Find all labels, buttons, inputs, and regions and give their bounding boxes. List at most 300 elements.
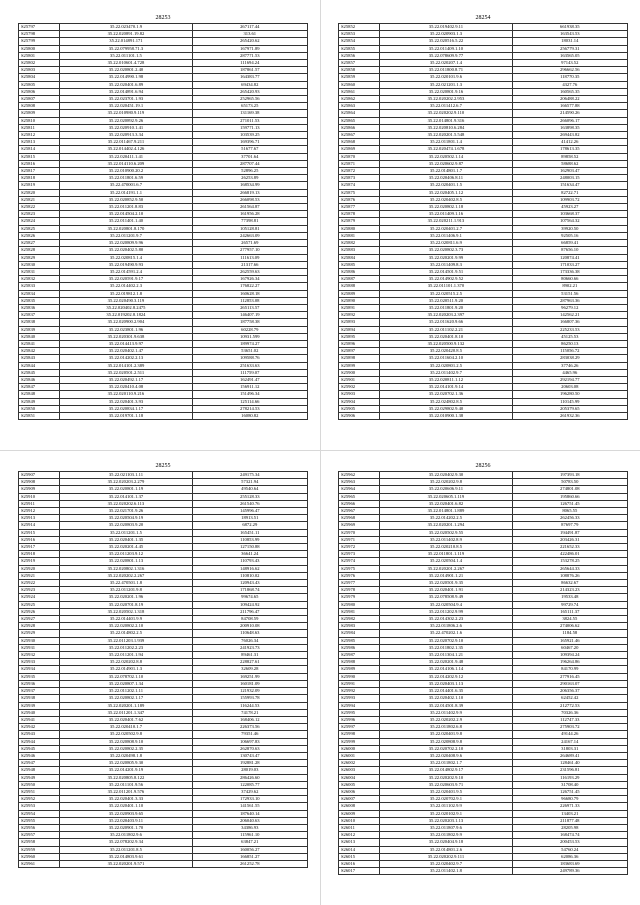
serial-number-cell: 35.22.011202.1.11 [60,688,192,695]
value-cell: 4327.76 [512,81,627,88]
row-id-cell: S25958 [19,839,60,846]
table-row [339,659,628,666]
table-row [339,666,628,673]
value-cell: 163898.35 [512,124,627,131]
row-id-cell: S25878 [339,211,380,218]
table-row [339,580,628,587]
row-id-cell: S25831 [19,268,60,275]
serial-number-cell: 35.22.020852.9.50 [60,196,192,203]
row-id-cell: S25983 [339,623,380,630]
value-cell: 45125.53 [512,333,627,340]
row-id-cell: S25803 [19,67,60,74]
value-cell: 290163.07 [512,680,627,687]
row-id-cell: S25858 [339,67,380,74]
value-cell: 173336.38 [512,268,627,275]
table-row [19,204,308,211]
serial-number-cell: 35.22.020201.4.45 [60,544,192,551]
value-cell: 163565.05 [512,52,627,59]
table-row [19,31,308,38]
serial-number-cell: 35.22.011409.1.16 [380,211,512,218]
value-cell: 96680.79 [512,796,627,803]
serial-number-cell: 35.22.014501.8.39 [380,702,512,709]
serial-number-cell: 35.22.020410.4.08 [60,384,192,391]
document-page [338,14,628,420]
value-cell: 283038.29 [512,355,627,362]
value-cell: 271011.53 [192,117,307,124]
table-row [339,846,628,853]
row-id-cell: S25898 [339,355,380,362]
row-id-cell: S25979 [339,594,380,601]
table-row [19,839,308,846]
serial-number-cell: 35.22.020401.3.93 [60,398,192,405]
serial-number-cell: 35.22.011802.6.8 [380,724,512,731]
value-cell: 265420.93 [192,88,307,95]
serial-number-cell: 35.22.020500.9.132 [380,340,512,347]
value-cell: 151634.47 [512,182,627,189]
serial-number-cell: 35.22.011409.1.10 [380,45,512,52]
value-cell: 162491.47 [192,376,307,383]
serial-number-cell: 35.22.020110.9.216 [60,391,192,398]
row-id-cell: S25811 [19,124,60,131]
table-row [19,486,308,493]
serial-number-cell: 35.22.011802.9.6 [60,832,192,839]
serial-number-cell: 35.22.011802.1.7 [380,760,512,767]
table-row [19,218,308,225]
row-id-cell: S25952 [19,796,60,803]
row-id-cell: S25980 [339,601,380,608]
row-id-cell: S25890 [339,297,380,304]
row-id-cell: S25896 [339,340,380,347]
value-cell: 92505.16 [512,232,627,239]
table-row [339,472,628,479]
row-id-cell: S25823 [19,211,60,218]
row-id-cell: S25881 [339,232,380,239]
serial-number-cell: 35.22.014101.2.389 [60,362,192,369]
value-cell: 105128.81 [192,225,307,232]
row-id-cell: S25895 [339,333,380,340]
serial-number-cell: 35.22.020801.8.170 [60,225,192,232]
row-id-cell: S25951 [19,788,60,795]
row-id-cell: S25807 [19,96,60,103]
value-cell: 18913.51 [192,515,307,522]
table-row [19,608,308,615]
table-row [339,500,628,507]
row-id-cell: S25864 [339,110,380,117]
table-row [339,608,628,615]
serial-number-cell: 35.22.011203.9.12 [60,551,192,558]
value-cell: 109424.92 [192,601,307,608]
serial-number-cell: 35.22.020203.1.13 [380,817,512,824]
table-row [19,268,308,275]
table-row [19,319,308,326]
value-cell: 111694.24 [192,60,307,67]
value-cell: 169251.99 [192,673,307,680]
table-row [19,760,308,767]
table-row [339,702,628,709]
serial-number-cell: 35.22.014990.1.98 [60,74,192,81]
row-id-cell: S25984 [339,630,380,637]
value-cell: 162903.47 [512,168,627,175]
table-row [19,146,308,153]
value-cell: 262559.63 [192,268,307,275]
table-row [339,688,628,695]
table-row [19,529,308,536]
serial-number-cell: 35.22.020802.2.35 [60,745,192,752]
value-cell: 248003.15 [512,175,627,182]
value-cell: 10931.599 [192,333,307,340]
serial-number-cell: 35.22.470501.1.8 [60,580,192,587]
table-row [19,45,308,52]
row-id-cell: S25956 [19,824,60,831]
value-cell: 187758.38 [192,319,307,326]
serial-number-cell: 35.22.024802.8.5 [380,398,512,405]
serial-number-cell: 35.22.014801.2.6 [380,846,512,853]
row-id-cell: S25919 [19,558,60,565]
row-id-cell: S25841 [19,340,60,347]
serial-number-cell: 35.22.014902.9.52 [380,276,512,283]
table-row [19,81,308,88]
value-cell: 60467.20 [512,644,627,651]
serial-number-cell: 35.22.014801.9.316 [380,117,512,124]
table-row [339,326,628,333]
value-cell: 13403.21 [512,810,627,817]
document-page [338,462,628,875]
row-id-cell: S26001 [339,752,380,759]
table-row [339,868,628,875]
serial-number-cell: 35.22.019490.9.93 [60,261,192,268]
table-row [19,333,308,340]
table-row [19,196,308,203]
table-row [339,832,628,839]
serial-number-cell: 35.22.011201.9.8 [60,587,192,594]
table-row [19,304,308,311]
value-cell: 79351.46 [192,731,307,738]
table-row [19,117,308,124]
row-id-cell: S25857 [339,60,380,67]
table-row [339,45,628,52]
serial-number-cell: 35.22.020405.1.12 [380,189,512,196]
serial-number-cell: 35.22.011201.1.94 [60,652,192,659]
serial-number-cell: 35.22.011202.2.23 [60,644,192,651]
row-id-cell: S25874 [339,182,380,189]
table-row [19,412,308,419]
value-cell: 115961.10 [192,832,307,839]
serial-number-cell: 35.22.020402.8.2475 [60,304,192,311]
value-cell: 176822.27 [192,283,307,290]
value-cell: 206488.22 [512,96,627,103]
serial-number-cell: 35.22.020401.8.10 [380,333,512,340]
row-id-cell: S25838 [19,319,60,326]
table-row [19,738,308,745]
table-row [19,774,308,781]
table-row [19,283,308,290]
value-cell: 206040.63 [192,817,307,824]
serial-number-cell: 35.22.021201.1.3 [380,81,512,88]
row-id-cell: S25853 [339,31,380,38]
table-row [339,767,628,774]
row-id-cell: S25905 [339,405,380,412]
value-cell: 178613.35 [512,146,627,153]
serial-number-cell: 35.22.020202.9.10 [380,774,512,781]
table-row [339,88,628,95]
value-cell: 54760.24 [512,846,627,853]
serial-number-cell: 35.22.020402.1.47 [60,348,192,355]
row-id-cell: S25945 [19,745,60,752]
row-id-cell: S25854 [339,38,380,45]
table-row [339,319,628,326]
page-divider-horizontal [0,450,640,451]
row-id-cell: S25855 [339,45,380,52]
table-row [339,225,628,232]
row-id-cell: S25947 [19,760,60,767]
serial-number-cell: 35.22.014504.2.10 [60,211,192,218]
row-id-cell: S25985 [339,637,380,644]
table-row [19,702,308,709]
row-id-cell: S25848 [19,391,60,398]
table-row [19,796,308,803]
value-cell: 96279.12 [512,304,627,311]
value-cell: 21317.66 [192,261,307,268]
table-row [339,817,628,824]
value-cell: 225233.53 [512,326,627,333]
row-id-cell: S25877 [339,204,380,211]
table-row [19,254,308,261]
row-id-cell: S25815 [19,153,60,160]
row-id-cell: S26013 [339,839,380,846]
value-cell: 89858.52 [512,153,627,160]
table-row [19,551,308,558]
serial-number-cell: 35.22.014202.2.5 [380,515,512,522]
row-id-cell: S25892 [339,312,380,319]
row-id-cell: S25828 [19,247,60,254]
row-id-cell: S25849 [19,398,60,405]
serial-number-cell: 35.22.020892.9.26 [60,117,192,124]
serial-number-cell: 35.22.011203.1.939 [60,637,192,644]
value-cell: 20603.08 [512,384,627,391]
row-id-cell: S25998 [339,731,380,738]
row-id-cell: S25876 [339,196,380,203]
value-cell: 89461.31 [192,652,307,659]
value-cell: 262870.63 [192,745,307,752]
table-row [19,153,308,160]
row-id-cell: S25818 [19,175,60,182]
table-row [339,391,628,398]
value-cell: 28019.03 [192,767,307,774]
table-row [19,52,308,59]
row-id-cell: S25843 [19,355,60,362]
serial-number-cell: 35.22.020702.1.36 [380,391,512,398]
value-cell: 80660.66 [512,276,627,283]
serial-number-cell: 35.22.014802.2.5 [60,630,192,637]
value-cell: 228827.61 [192,659,307,666]
value-cell: 203426.31 [512,536,627,543]
serial-number-cell: 35.22.014901.1.3 [60,666,192,673]
serial-number-cell: 35.22.020301.9.638 [60,333,192,340]
row-id-cell: S25950 [19,781,60,788]
value-cell: 31803.31 [512,745,627,752]
value-cell: 32609.28 [192,666,307,673]
row-id-cell: S25827 [19,240,60,247]
row-id-cell: S25926 [19,608,60,615]
serial-number-cell: 35.22.010900.20.2 [60,168,192,175]
value-cell: 26253.89 [192,175,307,182]
value-cell: 109588.76 [192,355,307,362]
row-id-cell: S25860 [339,81,380,88]
table-row [339,774,628,781]
row-id-cell: S25942 [19,724,60,731]
table-row [339,796,628,803]
row-id-cell: S25902 [339,384,380,391]
row-id-cell: S25997 [339,724,380,731]
table-row [19,515,308,522]
value-cell: 3824.55 [512,616,627,623]
table-row [19,544,308,551]
table-row [339,182,628,189]
table-row [19,168,308,175]
serial-number-cell: 35.22.020401.6.89 [60,81,192,88]
serial-number-cell: 35.22.020207.1.4 [380,60,512,67]
row-id-cell: S25911 [19,500,60,507]
table-row [19,348,308,355]
serial-number-cell: 35.22.020401.1.5 [380,182,512,189]
row-id-cell: S26015 [339,853,380,860]
data-table [338,471,628,875]
row-id-cell: S25840 [19,333,60,340]
serial-number-cell: 35.22.010900.1.38 [380,412,512,419]
table-row [339,340,628,347]
row-id-cell: S26010 [339,817,380,824]
serial-number-cell: 35.22.020402.9.30 [380,472,512,479]
serial-number-cell: 35.22.020802.3.73 [380,247,512,254]
serial-number-cell: 35.22.011101.1.370 [380,283,512,290]
serial-number-cell: 35.22.020201.1.189 [60,702,192,709]
row-id-cell: S25889 [339,290,380,297]
value-cell: 49144.26 [512,731,627,738]
serial-number-cell: 35.22.020202.2.9 [380,716,512,723]
table-row [339,384,628,391]
row-id-cell: S25842 [19,348,60,355]
row-id-cell: S26006 [339,788,380,795]
value-cell: 168406.12 [192,716,307,723]
serial-number-cell: 35.22.020401.1.35 [60,536,192,543]
table-row [19,88,308,95]
row-id-cell: S25804 [19,74,60,81]
row-id-cell: S25965 [339,493,380,500]
serial-number-cell: 35.22.020101.9.6 [380,74,512,81]
value-cell: 165451.11 [192,529,307,536]
row-id-cell: S25868 [339,139,380,146]
serial-number-cell: 35.22.020504.9.19 [60,515,192,522]
row-id-cell: S25993 [339,695,380,702]
serial-number-cell: 35.22.020805.8.122 [60,774,192,781]
table-row [339,558,628,565]
row-id-cell: S25862 [339,96,380,103]
serial-number-cell: 35.22.011101.1.5 [60,52,192,59]
serial-number-cell: 35.22.014106.1.14 [380,666,512,673]
row-id-cell: S25879 [339,218,380,225]
table-row [19,752,308,759]
table-row [339,268,628,275]
serial-number-cell: 35.22.020805.9.30 [60,760,192,767]
table-row [339,362,628,369]
row-id-cell: S25845 [19,369,60,376]
value-cell: 110793.43 [192,558,307,565]
row-id-cell: S25820 [19,189,60,196]
table-row [339,52,628,59]
row-id-cell: S25846 [19,376,60,383]
row-id-cell: S25899 [339,362,380,369]
table-row [339,283,628,290]
row-id-cell: S25910 [19,493,60,500]
serial-number-cell: 35.22.014901.1.21 [380,572,512,579]
value-cell: 36641.24 [192,551,307,558]
value-cell: 183683.69 [512,860,627,867]
value-cell: 249175.34 [192,472,307,479]
serial-number-cell: 35.22.020451.19.1 [60,103,192,110]
serial-number-cell: 35.22.011101.9.56 [60,781,192,788]
value-cell: 189974.27 [192,340,307,347]
table-row [339,348,628,355]
serial-number-cell: 35.22.020504.1.4 [380,558,512,565]
serial-number-cell: 35.22.020807.1.34 [60,680,192,687]
serial-number-cell: 35.22.020903.1.3 [380,31,512,38]
value-cell: 130743.47 [192,752,307,759]
row-id-cell: S25850 [19,405,60,412]
table-row [19,810,308,817]
serial-number-cell: 35.22.020401.9.8 [380,731,512,738]
serial-number-cell: 35.22.014801.1.7 [380,168,512,175]
row-id-cell: S25884 [339,254,380,261]
serial-number-cell: 35.22.020202.2.953 [380,96,512,103]
row-id-cell: S25977 [339,580,380,587]
row-id-cell: S25871 [339,160,380,167]
value-cell: 65173.25 [192,103,307,110]
table-row [19,398,308,405]
row-id-cell: S25837 [19,312,60,319]
serial-number-cell: 35.22.011801.1.4 [380,139,512,146]
row-id-cell: S25941 [19,716,60,723]
serial-number-cell: 35.22.020900.2.904 [60,319,192,326]
table-row [19,326,308,333]
serial-number-cell: 35.22.014191.1.1 [60,189,192,196]
row-id-cell: S25829 [19,254,60,261]
table-row [19,182,308,189]
table-row [339,189,628,196]
serial-number-cell: 35.22.011402.1.8 [380,868,512,875]
serial-number-cell: 35.22.020410.1.7 [60,724,192,731]
value-cell: 156911.12 [192,384,307,391]
serial-number-cell: 35.22.020403.9.11 [60,817,192,824]
value-cell: 231596.81 [512,767,627,774]
serial-number-cell: 35.22.020401.9.5 [380,788,512,795]
serial-number-cell: 35.22.020404.9.18 [380,839,512,846]
row-id-cell: S25981 [339,608,380,615]
table-row [339,74,628,81]
serial-number-cell: 35.22.010601.4.728 [60,60,192,67]
table-row [339,304,628,311]
value-cell: 266098.53 [192,196,307,203]
value-cell: 120943.43 [192,580,307,587]
table-row [19,688,308,695]
serial-number-cell: 35.22.014801.1.889 [380,508,512,515]
row-id-cell: S25933 [19,659,60,666]
table-row [19,637,308,644]
value-cell: 97143.52 [512,60,627,67]
serial-number-cell: 35.22.020401.2.7 [380,225,512,232]
serial-number-cell: 35.22.470202.1.6 [380,630,512,637]
value-cell: 214323.23 [512,587,627,594]
row-id-cell: S26012 [339,832,380,839]
